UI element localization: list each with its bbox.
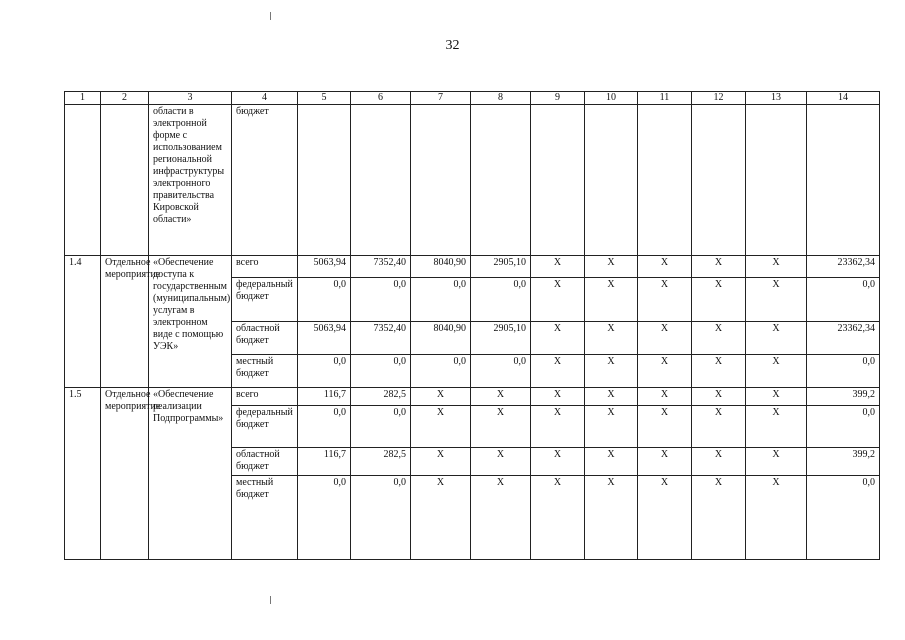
column-header: 2 bbox=[101, 92, 149, 105]
value-cell: X bbox=[585, 388, 638, 406]
value-cell: X bbox=[585, 406, 638, 448]
column-header: 1 bbox=[65, 92, 101, 105]
value-cell: X bbox=[692, 448, 746, 476]
value-cell: X bbox=[411, 406, 471, 448]
table-row bbox=[65, 256, 880, 278]
value-cell: X bbox=[411, 388, 471, 406]
column-header: 11 bbox=[638, 92, 692, 105]
value-cell: 0,0 bbox=[298, 406, 351, 448]
value-cell: X bbox=[746, 448, 807, 476]
column-header: 4 bbox=[232, 92, 298, 105]
value-cell: X bbox=[585, 278, 638, 322]
column-header: 8 bbox=[471, 92, 531, 105]
value-cell: X bbox=[585, 448, 638, 476]
value-cell: X bbox=[531, 448, 585, 476]
column-header: 14 bbox=[807, 92, 880, 105]
value-cell: X bbox=[692, 256, 746, 278]
page-number: 32 bbox=[445, 38, 460, 53]
value-cell: X bbox=[692, 355, 746, 388]
value-cell: 0,0 bbox=[471, 355, 531, 388]
value-cell: 0,0 bbox=[351, 476, 411, 560]
measure-name: «Обеспечение реализации Подпрограммы» bbox=[149, 388, 232, 560]
value-cell: X bbox=[411, 476, 471, 560]
funding-source: областной бюджет bbox=[232, 322, 298, 355]
value-cell: X bbox=[638, 406, 692, 448]
measure-type: Отдельное мероприятие bbox=[101, 388, 149, 560]
value-cell: X bbox=[746, 388, 807, 406]
value-cell: 7352,40 bbox=[351, 256, 411, 278]
value-cell: X bbox=[531, 406, 585, 448]
column-header: 10 bbox=[585, 92, 638, 105]
value-cell: X bbox=[471, 406, 531, 448]
value-cell: X bbox=[471, 448, 531, 476]
value-cell: X bbox=[585, 476, 638, 560]
value-cell: 0,0 bbox=[351, 406, 411, 448]
continuation-source: бюджет bbox=[232, 105, 298, 256]
column-header: 3 bbox=[149, 92, 232, 105]
value-cell: X bbox=[638, 256, 692, 278]
funding-source: местный бюджет bbox=[232, 355, 298, 388]
value-cell: 116,7 bbox=[298, 388, 351, 406]
value-cell: X bbox=[531, 322, 585, 355]
value-cell: X bbox=[585, 256, 638, 278]
value-cell: 0,0 bbox=[351, 355, 411, 388]
funding-source: местный бюджет bbox=[232, 476, 298, 560]
funding-source: областной бюджет bbox=[232, 448, 298, 476]
value-cell: X bbox=[692, 406, 746, 448]
value-cell: X bbox=[531, 476, 585, 560]
value-cell: X bbox=[638, 322, 692, 355]
value-cell: 0,0 bbox=[807, 278, 880, 322]
value-cell: X bbox=[585, 355, 638, 388]
measure-name: «Обеспечение доступа к государственным (муниципальным) услугам в электронном виде с помощью УЭК» bbox=[149, 256, 232, 388]
value-cell: X bbox=[638, 448, 692, 476]
value-cell: 399,2 bbox=[807, 448, 880, 476]
funding-source: федеральный бюджет bbox=[232, 406, 298, 448]
funding-source: всего bbox=[232, 256, 298, 278]
value-cell: 0,0 bbox=[807, 355, 880, 388]
value-cell: X bbox=[746, 355, 807, 388]
value-cell: 282,5 bbox=[351, 448, 411, 476]
value-cell: 7352,40 bbox=[351, 322, 411, 355]
value-cell: 0,0 bbox=[351, 278, 411, 322]
value-cell: 0,0 bbox=[411, 355, 471, 388]
value-cell: X bbox=[746, 322, 807, 355]
value-cell: 5063,94 bbox=[298, 322, 351, 355]
value-cell: 0,0 bbox=[298, 278, 351, 322]
continuation-name: области в электронной форме с использованием региональной инфраструктуры электронного правительства Кировской области» bbox=[149, 105, 232, 256]
column-header: 5 bbox=[298, 92, 351, 105]
header-row bbox=[65, 92, 880, 105]
value-cell: X bbox=[692, 322, 746, 355]
value-cell: X bbox=[531, 256, 585, 278]
value-cell: X bbox=[638, 278, 692, 322]
column-header: 6 bbox=[351, 92, 411, 105]
value-cell: X bbox=[746, 476, 807, 560]
value-cell: X bbox=[471, 388, 531, 406]
value-cell: 0,0 bbox=[298, 476, 351, 560]
value-cell: 399,2 bbox=[807, 388, 880, 406]
column-header: 7 bbox=[411, 92, 471, 105]
funding-source: федеральный бюджет bbox=[232, 278, 298, 322]
value-cell: X bbox=[411, 448, 471, 476]
scan-mark-bottom bbox=[270, 596, 271, 604]
table-row bbox=[65, 388, 880, 406]
budget-table bbox=[64, 91, 880, 560]
value-cell: 5063,94 bbox=[298, 256, 351, 278]
value-cell: X bbox=[692, 388, 746, 406]
measure-type: Отдельное мероприятие bbox=[101, 256, 149, 388]
value-cell: X bbox=[638, 388, 692, 406]
value-cell: 0,0 bbox=[807, 406, 880, 448]
value-cell: 2905,10 bbox=[471, 322, 531, 355]
value-cell: 2905,10 bbox=[471, 256, 531, 278]
value-cell: X bbox=[585, 322, 638, 355]
value-cell: X bbox=[531, 388, 585, 406]
value-cell: X bbox=[692, 476, 746, 560]
row-number: 1.4 bbox=[65, 256, 101, 388]
value-cell: X bbox=[638, 355, 692, 388]
value-cell: 23362,34 bbox=[807, 256, 880, 278]
value-cell: 8040,90 bbox=[411, 322, 471, 355]
value-cell: 116,7 bbox=[298, 448, 351, 476]
value-cell: X bbox=[746, 278, 807, 322]
funding-source: всего bbox=[232, 388, 298, 406]
value-cell: X bbox=[746, 256, 807, 278]
value-cell: 0,0 bbox=[411, 278, 471, 322]
column-header: 12 bbox=[692, 92, 746, 105]
value-cell: 8040,90 bbox=[411, 256, 471, 278]
value-cell: 0,0 bbox=[298, 355, 351, 388]
column-header: 13 bbox=[746, 92, 807, 105]
value-cell: 0,0 bbox=[471, 278, 531, 322]
value-cell: X bbox=[638, 476, 692, 560]
scan-mark-top bbox=[270, 12, 271, 20]
continuation-row bbox=[65, 105, 880, 256]
value-cell: X bbox=[471, 476, 531, 560]
value-cell: X bbox=[746, 406, 807, 448]
column-header: 9 bbox=[531, 92, 585, 105]
value-cell: 23362,34 bbox=[807, 322, 880, 355]
value-cell: X bbox=[531, 278, 585, 322]
row-number: 1.5 bbox=[65, 388, 101, 560]
value-cell: X bbox=[531, 355, 585, 388]
value-cell: 282,5 bbox=[351, 388, 411, 406]
value-cell: X bbox=[692, 278, 746, 322]
value-cell: 0,0 bbox=[807, 476, 880, 560]
